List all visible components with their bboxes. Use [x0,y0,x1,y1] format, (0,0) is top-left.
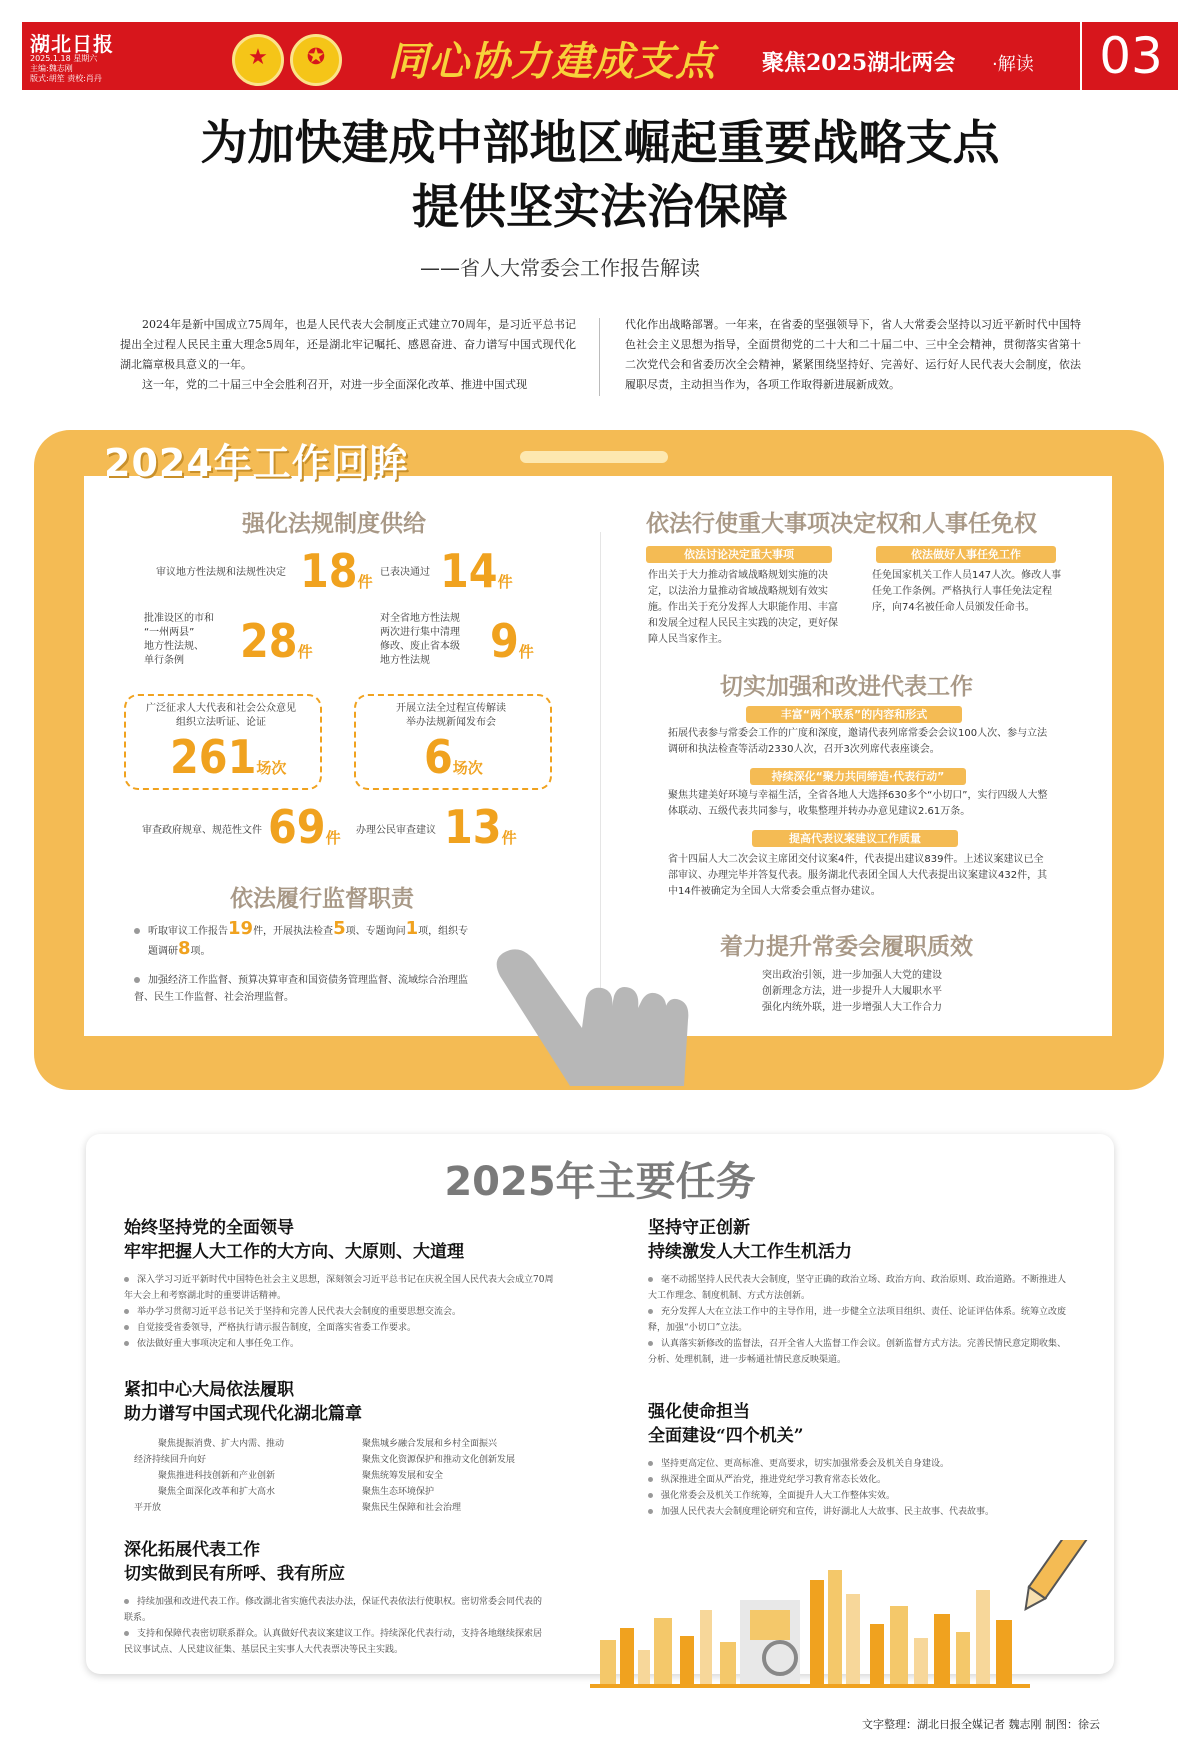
stat-passed [440,544,513,598]
layout-credit-text: 版式:胡笙 责校:肖丹 [30,74,102,83]
bullet-text: 听取审议工作报告 [148,926,228,937]
stat-unit: 件 [297,643,313,661]
stat-label: 对全省地方性法规 两次进行集中清理 修改、废止省本级 地方性法规 [380,613,460,666]
focus-item: 聚焦民生保障和社会治理 [362,1503,462,1513]
masthead-subtitle-suffix: ·解读 [992,54,1034,75]
intro-paragraph: 代化作出战略部署。一年来，在省委的坚强领导下，省人大常委会坚持以习近平新时代中国特色社会主义思想为指导，全面贯彻党的二十大和二十届二中、三中全会精神，贯彻落实省第十二次党代会和省委历次全会精神，紧紧围绕坚持好、完善好、运行好人民代表大会制度，依法履职尽责，主动担当作为，各项工作取得新进展新成效。 [625,318,1081,391]
decision-section-title: 依法行使重大事项决定权和人事任免权 [646,511,1037,537]
task-item-text: 举办学习贯彻习近平总书记关于坚持和完善人民代表大会制度的重要思想交流会。 [137,1307,462,1317]
stat-unit: 件 [325,829,341,847]
task-item [124,1304,554,1320]
task-section-central-tasks [124,1378,574,1426]
focus-item: 经济持续回升向好 [134,1455,207,1465]
task-item-text: 坚持更高定位、更高标准、更高要求，切实加强常委会及机关自身建设。 [661,1459,950,1469]
bullet-text: 项。 [190,946,211,957]
stat-reviewed-rules [268,800,341,854]
task-item-text: 充分发挥人大在立法工作中的主导作用，进一步健全立法项目组织、责任、论证评估体系。统筹立改废释，加强“小切口”立法。 [648,1307,1067,1333]
task-item [648,1488,1068,1504]
task-item-text: 自觉接受省委领导，严格执行请示报告制度，全面落实省委工作要求。 [137,1323,417,1333]
task-section-four-organs [648,1400,1068,1520]
inline-number: 5 [333,918,346,939]
representatives-pill-2: 持续深化“聚力共同缔造·代表行动” [750,768,966,785]
focus-item: 聚焦推进科技创新和产业创新 [158,1471,276,1481]
masthead-subtitle: 聚焦2025湖北两会 [762,50,956,76]
supervision-bullet-1 [134,920,474,960]
bullet-dot [124,1277,129,1282]
task-subheading: 切实做到民有所呼、我有所应 [124,1564,345,1584]
bullet-dot [124,1599,129,1604]
intro-paragraph: 2024年是新中国成立75周年，也是人民代表大会制度正式建立70周年，是习近平总书记提出全过程人民民主重大理念5周年，还是湖北牢记嘱托、感恩奋进、奋力谱写中国式现代化湖北篇章极具意义的一年。 [120,318,576,371]
masthead-banner: 同心协力建成支点 [388,39,716,85]
task-subheading: 全面建设“四个机关” [648,1426,804,1446]
decision-pill-right: 依法做好人事任免工作 [876,546,1056,563]
bullet-dot [124,1341,129,1346]
task-item-text: 毫不动摇坚持人民代表大会制度，坚守正确的政治立场、政治方向、政治原则、政治道路。不断推进人大工作理念、制度机制、方式方法创新。 [648,1275,1067,1301]
task-item [648,1336,1068,1368]
bullet-dot [648,1461,653,1466]
stat-cleanup [490,614,534,668]
representatives-pill-1: 丰富“两个联系”的内容和形式 [746,706,962,723]
focus-item: 聚焦文化资源保护和推动文化创新发展 [362,1455,516,1465]
task-item-text: 强化常委会及机关工作统筹，全面提升人大工作整体实效。 [661,1491,896,1501]
cppcc-emblem-icon: ✪ [290,34,342,86]
inline-number: 19 [228,918,254,939]
headline-line-1: 为加快建成中部地区崛起重要战略支点 [200,116,1000,171]
stat-value: 69 [268,800,326,854]
quality-line: 突出政治引领，进一步加强人大党的建设 [762,970,942,981]
stat-value: 13 [444,800,502,854]
task-item [124,1626,544,1658]
representatives-section-title: 切实加强和改进代表工作 [720,674,973,700]
focus-list-left [134,1436,334,1516]
stat-value: 261 [170,730,257,784]
stat-review-laws [300,544,373,598]
bullet-text: 项、专题询问 [345,926,406,937]
bullet-dot [134,928,140,934]
laptop-camera-bar [520,451,668,463]
column-divider [599,318,600,396]
stat-label: 开展立法全过程宣传解读 举办法规新闻发布会 [396,703,506,728]
decision-text-right: 任免国家机关工作人员147人次。修改人事任免工作条例。严格执行人事任免法定程序，向74名被任命人员颁发任命书。 [872,570,1062,613]
page-number: 03 [1080,22,1180,90]
focus-item: 平开放 [134,1503,162,1513]
focus-item: 聚焦城乡融合发展和乡村全面振兴 [362,1439,498,1449]
task-heading: 紧扣中心大局依法履职 [124,1380,294,1400]
focus-item: 聚焦生态环境保护 [362,1487,435,1497]
review-2024-title: 2024年工作回眸 [104,441,409,485]
editor-text: 主编:魏志刚 [30,64,73,73]
newspaper-logo: 湖北日报 [30,32,114,56]
task-item [648,1504,1068,1520]
decision-text-left: 作出关于大力推动省域战略规划实施的决定，以法治力量推动省域战略规划有效实施。作出关于充分发挥人大职能作用、丰富和发展全过程人民民主实践的决定，更好保障人民当家作主。 [648,570,838,645]
task-heading: 深化拓展代表工作 [124,1540,260,1560]
stat-label: 办理公民审查建议 [356,825,436,836]
task-item-text: 加强人民代表大会制度理论研究和宣传，讲好湖北人大故事、民主故事、代表故事。 [661,1507,995,1517]
bullet-dot [134,977,140,983]
stat-unit: 场次 [452,759,483,777]
inline-number: 8 [178,938,191,959]
task-item [124,1594,544,1626]
bullet-dot [648,1509,653,1514]
task-item-text: 支持和保障代表密切联系群众。认真做好代表议案建议工作。持续深化代表行动，支持各地继续探索居民议事试点、人民建议征集、基层民主实事人大代表票决等民主实践。 [124,1629,543,1655]
bullet-text: 加强经济工作监督、预算决算审查和国资债务管理监督、流域综合治理监督、民生工作监督、社会治理监督。 [134,975,468,1003]
task-item [648,1272,1068,1304]
bullet-text: 件，开展执法检查 [253,926,334,937]
tasks-2025-title: 2025年主要任务 [444,1159,756,1205]
intro-right-column [625,315,1081,395]
representatives-text-1: 拓展代表参与常委会工作的广度和深度，邀请代表列席常委会会议100人次、参与立法调研和执法检查等活动2330人次，召开3次列席代表座谈会。 [668,728,1048,755]
task-item [124,1272,554,1304]
task-item-text: 持续加强和改进代表工作。修改湖北省实施代表法办法，保证代表依法行使职权。密切常委会同代表的联系。 [124,1597,543,1623]
task-item [648,1304,1068,1336]
subheadline: ——省人大常委会工作报告解读 [420,256,700,280]
task-subheading: 助力谱写中国式现代化湖北篇章 [124,1404,362,1424]
bullet-dot [648,1277,653,1282]
bullet-dot [648,1493,653,1498]
supervision-section-title: 依法履行监督职责 [230,886,414,912]
intro-left-column [120,315,576,395]
stat-value: 9 [490,614,519,668]
stat-value: 6 [424,730,453,784]
stat-unit: 场次 [256,759,287,777]
bullet-dot [648,1477,653,1482]
supervision-bullet-2 [134,972,479,1006]
task-item [124,1320,554,1336]
credit-line: 文字整理：湖北日报全媒记者 魏志刚 制图：徐云 [862,1718,1100,1731]
task-subheading: 牢牢把握人大工作的大方向、大原则、大道理 [124,1242,464,1262]
stat-label: 广泛征求人大代表和社会公众意见 组织立法听证、论证 [146,703,296,728]
stat-label: 审议地方性法规和法规性决定 [156,567,286,578]
task-item [124,1336,554,1352]
task-list [124,1272,554,1352]
headline [0,112,1200,240]
quality-line: 创新理念方法，进一步提升人大履职水平 [762,986,942,997]
task-item-text: 深入学习习近平新时代中国特色社会主义思想，深刻领会习近平总书记在庆祝全国人民代表大会成立70周年大会上和考察湖北时的重要讲话精神。 [124,1275,554,1301]
bullet-dot [124,1309,129,1314]
representatives-text-2: 聚焦共建美好环境与幸福生活，全省各地人大选择630多个“小切口”，实行四级人大整体联动、五级代表共同参与，收集整理并转办办意见建议2.61万条。 [668,790,1048,817]
task-heading: 坚持守正创新 [648,1218,750,1238]
stat-unit: 件 [497,573,513,591]
focus-item: 聚焦提振消费、扩大内需、推动 [158,1439,285,1449]
task-section-innovation [648,1216,1068,1368]
stat-unit: 件 [501,829,517,847]
task-list [648,1272,1068,1368]
masthead-meta [30,54,102,84]
stat-approved-regulations [240,614,313,668]
headline-line-2: 提供坚实法治保障 [412,180,788,235]
task-section-representatives [124,1538,544,1658]
task-list [124,1594,544,1658]
bullet-dot [124,1325,129,1330]
representatives-text-3: 省十四届人大二次会议主席团交付议案4件，代表提出建议839件。上述议案建议已全部审议、办理完毕并答复代表。服务湖北代表团全国人大代表提出议案建议432件，其中14件被确定为全国人大常委会重点督办建议。 [668,854,1048,897]
inline-number: 1 [405,918,419,939]
task-section-party-leadership [124,1216,554,1352]
stat-label: 审查政府规章、规范性文件 [142,825,262,836]
bullet-text: 项，组织专 [418,926,469,937]
pointing-hand-icon [490,936,720,1096]
legislation-section-title: 强化法规制度供给 [242,511,426,537]
bullet-dot [648,1309,653,1314]
stat-label: 批准设区的市和 “一州两县” 地方性法规、 单行条例 [144,613,214,666]
task-item-text: 依法做好重大事项决定和人事任免工作。 [137,1339,300,1349]
task-item [648,1456,1068,1472]
national-emblem-icon: ★ [232,34,284,86]
stat-citizen-suggestions [444,800,517,854]
stat-value: 28 [240,614,298,668]
task-heading: 始终坚持党的全面领导 [124,1218,294,1238]
quality-lines [762,968,992,1016]
intro-paragraph: 这一年，党的二十届三中全会胜利召开，对进一步全面深化改革、推进中国式现 [142,378,527,391]
representatives-pill-3: 提高代表议案建议工作质量 [752,830,958,847]
decision-pill-left: 依法讨论决定重大事项 [646,546,832,563]
stat-unit: 件 [518,643,534,661]
stat-press-conferences [424,730,483,784]
stat-value: 18 [300,544,358,598]
task-item [648,1472,1068,1488]
bullet-text: 题调研 [148,946,178,957]
stat-unit: 件 [357,573,373,591]
quality-section-title: 着力提升常委会履职质效 [720,934,973,960]
review-column-divider [600,532,601,1002]
focus-list-right [362,1436,602,1516]
quality-line: 强化内统外联，进一步增强人大工作合力 [762,1002,942,1013]
task-list [648,1456,1068,1520]
stat-label: 已表决通过 [380,567,430,578]
stat-hearings [170,730,287,784]
city-skyline-illustration [590,1540,1100,1690]
focus-item: 聚焦统筹发展和安全 [362,1471,444,1481]
focus-item: 聚焦全面深化改革和扩大高水 [158,1487,276,1497]
task-item-text: 认真落实新修改的监督法，召开全省人大监督工作会议。创新监督方式方法。完善民情民意定期收集、分析、处理机制，进一步畅通社情民意反映渠道。 [648,1339,1067,1365]
bullet-dot [124,1631,129,1636]
bullet-dot [648,1341,653,1346]
stat-value: 14 [440,544,498,598]
task-item-text: 纵深推进全面从严治党，推进党纪学习教育常态长效化。 [661,1475,887,1485]
date-text: 2025.1.18 星期六 [30,54,98,63]
task-subheading: 持续激发人大工作生机活力 [648,1242,852,1262]
task-heading: 强化使命担当 [648,1402,750,1422]
